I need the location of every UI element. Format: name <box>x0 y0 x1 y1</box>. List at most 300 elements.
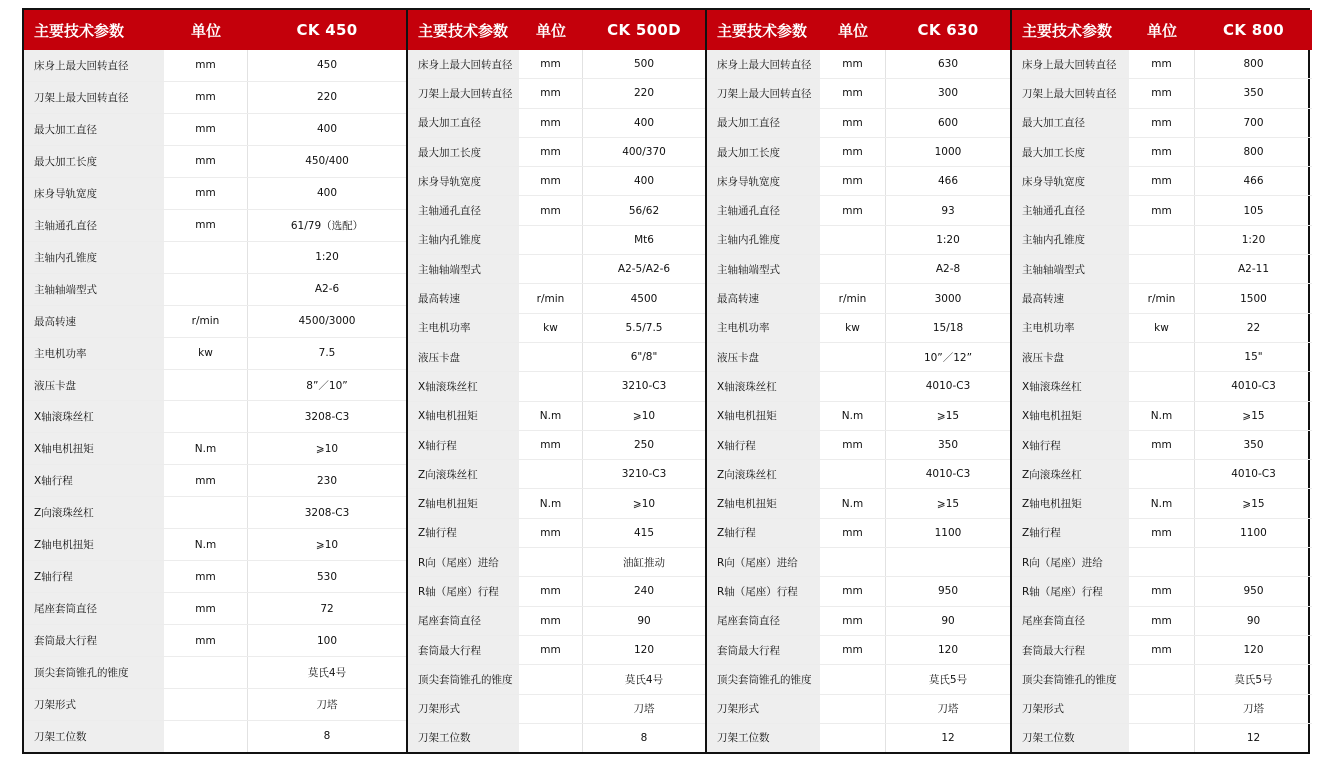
param-value: 3000 <box>934 292 962 305</box>
param-value: ⩾15 <box>1242 409 1265 422</box>
param-unit: mm <box>820 431 886 459</box>
param-name: 主电机功率 <box>1012 314 1129 342</box>
param-value: 500 <box>633 58 655 71</box>
param-unit: mm <box>1129 577 1195 605</box>
param-unit: N.m <box>820 489 886 517</box>
param-unit <box>1129 226 1195 254</box>
param-value: ⩾15 <box>936 409 960 422</box>
table-row <box>408 547 705 576</box>
param-unit: N.m <box>519 489 583 517</box>
param-unit: r/min <box>164 306 248 337</box>
header-param-label: 主要技术参数 <box>717 21 808 40</box>
header-model-name: CK 500D <box>607 21 681 39</box>
param-unit: mm <box>1129 167 1195 195</box>
param-value: A2-5/A2-6 <box>617 263 671 276</box>
table-row <box>707 166 1010 195</box>
table-row <box>1012 664 1312 693</box>
param-unit: mm <box>164 178 248 209</box>
table-row <box>1012 430 1312 459</box>
header-unit-label: 单位 <box>190 21 221 40</box>
param-name: 最高转速 <box>408 284 519 312</box>
param-name: 主轴内孔锥度 <box>408 226 519 254</box>
param-value: 120 <box>1243 644 1264 657</box>
param-value: 油缸推动 <box>623 556 665 569</box>
table-row <box>1012 225 1312 254</box>
table-row <box>408 723 705 752</box>
param-name: 最大加工长度 <box>24 146 164 177</box>
param-value: 630 <box>937 58 959 71</box>
param-name: 最大加工长度 <box>707 138 820 166</box>
param-unit: mm <box>1129 431 1195 459</box>
param-value: 450 <box>316 59 338 72</box>
table-row <box>707 459 1010 488</box>
param-name: 主轴通孔直径 <box>24 210 164 241</box>
param-unit <box>1129 548 1195 576</box>
table-row <box>707 78 1010 107</box>
param-name: 尾座套筒直径 <box>408 607 519 635</box>
table-row <box>707 401 1010 430</box>
table-row <box>408 313 705 342</box>
param-value: 105 <box>1243 204 1264 217</box>
param-name: 刀架上最大回转直径 <box>707 79 820 107</box>
param-unit <box>164 689 248 720</box>
param-value: 4010-C3 <box>925 468 971 481</box>
param-value: 4010-C3 <box>1231 380 1276 393</box>
param-unit: mm <box>519 577 583 605</box>
param-unit <box>820 548 886 576</box>
param-value: 1100 <box>1240 526 1267 539</box>
param-value: 700 <box>1243 116 1264 129</box>
table-row <box>1012 576 1312 605</box>
table-row <box>408 78 705 107</box>
param-unit: mm <box>1129 109 1195 137</box>
param-name: R轴（尾座）行程 <box>408 577 519 605</box>
param-unit: mm <box>519 519 583 547</box>
table-row <box>1012 313 1312 342</box>
table-row <box>24 432 406 464</box>
param-name: 刀架工位数 <box>24 721 164 752</box>
table-row <box>24 145 406 177</box>
param-name: Z轴电机扭矩 <box>1012 489 1129 517</box>
param-value: 15/18 <box>932 321 964 334</box>
table-row <box>408 635 705 664</box>
table-row <box>1012 78 1312 107</box>
param-value: 3208-C3 <box>304 410 350 423</box>
param-name: X轴电机扭矩 <box>1012 402 1129 430</box>
table-row <box>707 225 1010 254</box>
param-name: 最大加工直径 <box>1012 109 1129 137</box>
param-unit <box>1129 665 1195 693</box>
param-unit: mm <box>164 465 248 496</box>
spec-table-ck450 <box>24 10 408 752</box>
param-value: 8”／10” <box>306 379 348 392</box>
param-unit: mm <box>820 636 886 664</box>
param-value: 800 <box>1243 146 1264 159</box>
param-value: 刀塔 <box>316 699 338 712</box>
param-name: R向（尾座）进给 <box>408 548 519 576</box>
param-unit: mm <box>1129 138 1195 166</box>
param-name: X轴行程 <box>707 431 820 459</box>
param-name: 液压卡盘 <box>1012 343 1129 371</box>
param-value: Mt6 <box>634 233 654 246</box>
header-model-name: CK 630 <box>917 21 979 39</box>
table-row <box>408 664 705 693</box>
param-name: 套筒最大行程 <box>408 636 519 664</box>
param-unit <box>519 255 583 283</box>
param-unit: mm <box>164 114 248 145</box>
param-name: 床身上最大回转直径 <box>408 50 519 78</box>
param-unit <box>1129 372 1195 400</box>
table-row <box>707 195 1010 224</box>
param-value: 1:20 <box>1241 233 1266 246</box>
param-unit <box>519 343 583 371</box>
table-row <box>1012 694 1312 723</box>
spec-table-ck800 <box>1012 10 1312 752</box>
param-name: 刀架上最大回转直径 <box>1012 79 1129 107</box>
param-name: Z向滚珠丝杠 <box>408 460 519 488</box>
param-name: X轴行程 <box>408 431 519 459</box>
param-unit: mm <box>820 138 886 166</box>
param-unit: mm <box>820 196 886 224</box>
param-value: 1:20 <box>315 251 339 264</box>
table-row <box>408 694 705 723</box>
param-value: 10”／12” <box>923 351 973 364</box>
param-value: ⩾15 <box>1242 497 1265 510</box>
param-unit: mm <box>820 577 886 605</box>
param-value: 450/400 <box>305 155 349 168</box>
param-name: Z轴行程 <box>707 519 820 547</box>
param-value: 466 <box>1243 175 1264 188</box>
param-unit: N.m <box>519 402 583 430</box>
header-model-name: CK 450 <box>296 21 358 39</box>
param-value: ⩾10 <box>632 409 656 422</box>
param-value: 7.5 <box>318 347 336 360</box>
table-row <box>408 518 705 547</box>
table-row <box>24 496 406 528</box>
param-unit <box>820 255 886 283</box>
table-row <box>408 137 705 166</box>
param-value: 12 <box>1246 731 1261 744</box>
param-name: 顶尖套筒锥孔的锥度 <box>408 665 519 693</box>
param-value: 1500 <box>1240 292 1267 305</box>
table-row <box>408 283 705 312</box>
param-name: 液压卡盘 <box>408 343 519 371</box>
param-value: 350 <box>1243 439 1264 451</box>
param-unit <box>1129 695 1195 723</box>
header-unit-label: 单位 <box>1146 21 1177 40</box>
param-unit: mm <box>519 109 583 137</box>
param-value: 400 <box>316 187 338 200</box>
param-value: 100 <box>316 634 338 647</box>
param-unit: N.m <box>164 529 248 560</box>
param-value: 90 <box>637 614 651 627</box>
param-unit <box>519 724 583 752</box>
table-row <box>707 635 1010 664</box>
param-name: Z轴行程 <box>1012 519 1129 547</box>
param-name: 主轴轴端型式 <box>24 274 164 305</box>
table-row <box>1012 606 1312 635</box>
param-value: ⩾10 <box>315 442 339 455</box>
param-name: 顶尖套筒锥孔的锥度 <box>24 657 164 688</box>
param-unit <box>1129 724 1195 752</box>
param-name: R轴（尾座）行程 <box>707 577 820 605</box>
param-unit: mm <box>519 607 583 635</box>
param-name: R轴（尾座）行程 <box>1012 577 1129 605</box>
param-value: A2-6 <box>314 283 340 296</box>
table-row <box>408 108 705 137</box>
param-unit: mm <box>820 607 886 635</box>
param-unit: mm <box>820 109 886 137</box>
param-name: 刀架上最大回转直径 <box>24 82 164 113</box>
param-name: 尾座套筒直径 <box>1012 607 1129 635</box>
param-unit: N.m <box>164 433 248 464</box>
param-unit: mm <box>164 625 248 656</box>
param-name: 刀架形式 <box>1012 695 1129 723</box>
param-unit <box>1129 255 1195 283</box>
table-row <box>24 528 406 560</box>
table-row <box>1012 342 1312 371</box>
param-unit <box>164 401 248 432</box>
param-value: 415 <box>633 526 655 539</box>
param-value <box>886 548 1010 576</box>
param-value: 6"/8" <box>630 351 658 364</box>
param-unit <box>519 695 583 723</box>
param-value: 250 <box>633 439 655 451</box>
table-row <box>24 209 406 241</box>
param-value: 莫氏4号 <box>307 667 347 680</box>
table-row <box>24 464 406 496</box>
table-row <box>24 113 406 145</box>
param-unit: mm <box>164 561 248 592</box>
table-body <box>24 50 406 752</box>
param-unit <box>164 242 248 273</box>
param-unit: mm <box>1129 196 1195 224</box>
table-row <box>1012 635 1312 664</box>
param-name: 套筒最大行程 <box>707 636 820 664</box>
param-name: 最大加工长度 <box>1012 138 1129 166</box>
param-value: 240 <box>633 585 655 598</box>
param-value: 90 <box>1246 614 1261 627</box>
param-name: 套筒最大行程 <box>24 625 164 656</box>
param-name: 主电机功率 <box>707 314 820 342</box>
param-value: 莫氏4号 <box>624 673 664 686</box>
param-unit: r/min <box>820 284 886 312</box>
param-name: 主轴轴端型式 <box>408 255 519 283</box>
param-unit: r/min <box>1129 284 1195 312</box>
param-name: 主轴轴端型式 <box>1012 255 1129 283</box>
table-row <box>24 560 406 592</box>
param-value: 56/62 <box>628 204 660 217</box>
spec-table-ck500d <box>408 10 707 752</box>
table-row <box>24 177 406 209</box>
param-unit <box>164 721 248 752</box>
param-value: 350 <box>937 439 959 451</box>
param-name: X轴电机扭矩 <box>408 402 519 430</box>
param-name: Z向滚珠丝杠 <box>1012 460 1129 488</box>
table-row <box>707 606 1010 635</box>
table-row <box>1012 195 1312 224</box>
param-unit <box>519 460 583 488</box>
param-unit: mm <box>164 50 248 81</box>
table-row <box>1012 50 1312 78</box>
header-param-label: 主要技术参数 <box>418 21 509 40</box>
param-unit <box>820 343 886 371</box>
param-unit: mm <box>519 79 583 107</box>
param-unit <box>820 226 886 254</box>
param-name: 主轴通孔直径 <box>1012 196 1129 224</box>
table-row <box>1012 518 1312 547</box>
param-name: 最大加工直径 <box>408 109 519 137</box>
param-value: 4010-C3 <box>1231 468 1276 481</box>
param-unit: mm <box>519 138 583 166</box>
param-name: 床身导轨宽度 <box>24 178 164 209</box>
param-name: X轴行程 <box>1012 431 1129 459</box>
param-value: 5.5/7.5 <box>625 321 663 334</box>
param-unit: mm <box>1129 519 1195 547</box>
table-row <box>707 723 1010 752</box>
table-row <box>24 337 406 369</box>
param-unit: mm <box>164 210 248 241</box>
param-name: 床身上最大回转直径 <box>24 50 164 81</box>
param-unit: kw <box>519 314 583 342</box>
table-header <box>1012 10 1312 50</box>
param-value: 93 <box>941 204 955 217</box>
table-header <box>24 10 406 50</box>
param-unit: mm <box>164 146 248 177</box>
param-name: 主轴通孔直径 <box>408 196 519 224</box>
param-value: 300 <box>937 87 959 100</box>
param-name: 刀架工位数 <box>707 724 820 752</box>
param-value: ⩾15 <box>936 497 960 510</box>
param-unit: mm <box>519 636 583 664</box>
param-name: 套筒最大行程 <box>1012 636 1129 664</box>
param-value: 莫氏5号 <box>1234 673 1273 686</box>
param-value: 120 <box>937 644 959 657</box>
param-unit: mm <box>164 82 248 113</box>
param-name: 床身上最大回转直径 <box>1012 50 1129 78</box>
param-name: 主轴内孔锥度 <box>1012 226 1129 254</box>
param-unit <box>519 665 583 693</box>
table-row <box>24 400 406 432</box>
param-name: X轴滚珠丝杠 <box>1012 372 1129 400</box>
param-name: 刀架形式 <box>408 695 519 723</box>
param-unit: mm <box>519 167 583 195</box>
table-row <box>408 401 705 430</box>
param-value: 3210-C3 <box>621 468 667 481</box>
table-row <box>408 225 705 254</box>
param-unit <box>1129 460 1195 488</box>
param-value: 90 <box>941 614 955 627</box>
param-value: 120 <box>633 644 655 657</box>
param-value: 莫氏5号 <box>928 673 968 686</box>
param-unit <box>519 372 583 400</box>
param-name: R向（尾座）进给 <box>1012 548 1129 576</box>
table-body <box>707 50 1010 752</box>
table-row <box>1012 137 1312 166</box>
param-name: Z向滚珠丝杠 <box>707 460 820 488</box>
param-unit: N.m <box>820 402 886 430</box>
param-unit <box>820 724 886 752</box>
param-unit: kw <box>1129 314 1195 342</box>
param-name: 刀架工位数 <box>408 724 519 752</box>
table-body <box>408 50 705 752</box>
table-row <box>707 518 1010 547</box>
param-unit <box>164 497 248 528</box>
param-name: 最大加工直径 <box>24 114 164 145</box>
table-row <box>408 488 705 517</box>
param-unit: kw <box>820 314 886 342</box>
param-value: 530 <box>316 570 338 583</box>
param-value: 15" <box>1244 351 1263 364</box>
table-row <box>707 342 1010 371</box>
table-row <box>24 656 406 688</box>
table-body <box>1012 50 1312 752</box>
param-name: Z轴电机扭矩 <box>707 489 820 517</box>
table-row <box>707 547 1010 576</box>
param-name: 液压卡盘 <box>707 343 820 371</box>
param-name: 床身导轨宽度 <box>707 167 820 195</box>
param-name: 尾座套筒直径 <box>707 607 820 635</box>
param-unit: mm <box>1129 50 1195 78</box>
param-unit <box>820 372 886 400</box>
param-name: 最高转速 <box>24 306 164 337</box>
param-name: 刀架工位数 <box>1012 724 1129 752</box>
param-name: X轴滚珠丝杠 <box>707 372 820 400</box>
param-value: 950 <box>937 585 959 598</box>
table-row <box>24 720 406 752</box>
param-unit <box>820 665 886 693</box>
table-row <box>707 488 1010 517</box>
param-value: 220 <box>316 91 338 104</box>
param-name: 顶尖套筒锥孔的锥度 <box>707 665 820 693</box>
param-unit: mm <box>1129 607 1195 635</box>
table-row <box>24 592 406 624</box>
param-name: 顶尖套筒锥孔的锥度 <box>1012 665 1129 693</box>
header-unit-label: 单位 <box>535 21 566 40</box>
param-name: X轴电机扭矩 <box>707 402 820 430</box>
table-row <box>24 369 406 401</box>
table-row <box>1012 166 1312 195</box>
param-name: 尾座套筒直径 <box>24 593 164 624</box>
param-value: 600 <box>937 116 959 129</box>
param-name: X轴滚珠丝杠 <box>24 401 164 432</box>
param-value: 12 <box>941 731 955 744</box>
param-value: 400/370 <box>622 146 666 159</box>
param-unit <box>164 274 248 305</box>
table-row <box>408 430 705 459</box>
table-row <box>408 166 705 195</box>
param-value: 4500 <box>630 292 658 305</box>
param-value: 950 <box>1243 585 1264 598</box>
param-name: 床身上最大回转直径 <box>707 50 820 78</box>
param-name: 主轴通孔直径 <box>707 196 820 224</box>
param-unit: mm <box>519 196 583 224</box>
param-value: 230 <box>316 474 338 487</box>
param-value: 1000 <box>934 146 962 159</box>
table-row <box>24 241 406 273</box>
table-row <box>707 371 1010 400</box>
param-unit: r/min <box>519 284 583 312</box>
param-value: A2-8 <box>935 263 961 276</box>
param-unit: mm <box>1129 79 1195 107</box>
table-header <box>408 10 705 50</box>
param-value: A2-11 <box>1237 263 1269 276</box>
table-row <box>1012 254 1312 283</box>
param-name: 液压卡盘 <box>24 370 164 401</box>
param-unit <box>164 370 248 401</box>
table-row <box>408 50 705 78</box>
param-name: R向（尾座）进给 <box>707 548 820 576</box>
